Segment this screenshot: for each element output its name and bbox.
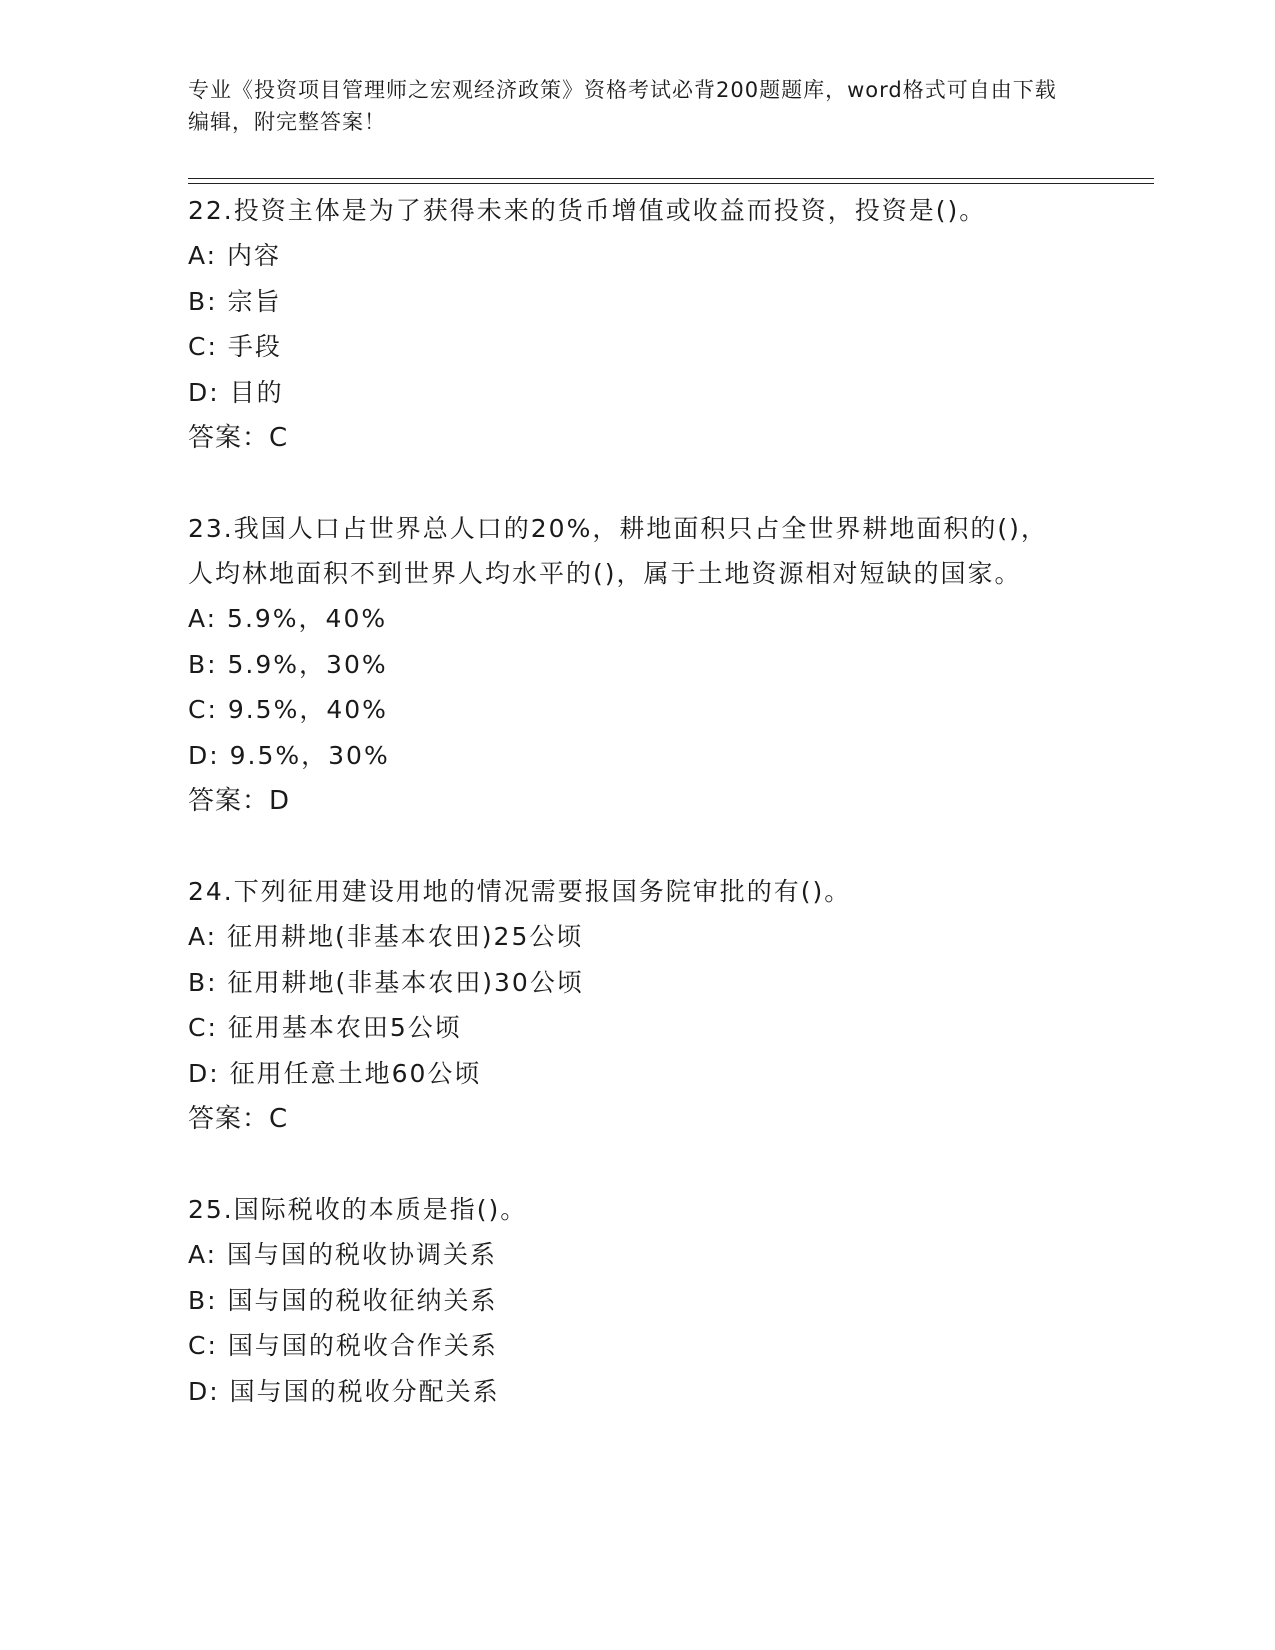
option-a: A: 5.9%，40% bbox=[188, 604, 388, 633]
question-list bbox=[188, 188, 1068, 1414]
option-a: A: 国与国的税收协调关系 bbox=[188, 1240, 498, 1269]
answer-line: 答案：C bbox=[188, 423, 289, 453]
option-b: B: 5.9%，30% bbox=[188, 649, 388, 679]
question-24 bbox=[188, 869, 1068, 1142]
question-stem: 22.投资主体是为了获得未来的货币增值或收益而投资，投资是()。 bbox=[188, 196, 987, 225]
option-d: D: 9.5%，30% bbox=[188, 740, 390, 770]
option-a: A: 内容 bbox=[188, 241, 282, 270]
question-stem: 25.国际税收的本质是指()。 bbox=[188, 1195, 528, 1224]
question-22 bbox=[188, 188, 1068, 461]
question-stem: 23.我国人口占世界总人口的20%，耕地面积只占全世界耕地面积的()，人均林地面积不到世界人均水平的()，属于土地资源相对短缺的国家。 bbox=[188, 514, 1048, 588]
header-divider-top bbox=[188, 178, 1154, 179]
question-spacer bbox=[188, 461, 1068, 506]
document-header: 专业《投资项目管理师之宏观经济政策》资格考试必背200题题库，word格式可自由下载编辑，附完整答案！ bbox=[188, 78, 1057, 134]
option-b: B: 国与国的税收征纳关系 bbox=[188, 1285, 498, 1315]
option-b: B: 征用耕地(非基本农田)30公顷 bbox=[188, 967, 584, 997]
answer-line: 答案：C bbox=[188, 1104, 289, 1134]
option-d: D: 国与国的税收分配关系 bbox=[188, 1376, 500, 1406]
option-a: A: 征用耕地(非基本农田)25公顷 bbox=[188, 922, 584, 951]
option-c: C: 9.5%，40% bbox=[188, 695, 388, 724]
option-b: B: 宗旨 bbox=[188, 286, 282, 316]
question-spacer bbox=[188, 824, 1068, 869]
option-c: C: 征用基本农田5公顷 bbox=[188, 1013, 462, 1042]
header-divider-bottom bbox=[188, 183, 1154, 184]
question-spacer bbox=[188, 1142, 1068, 1187]
answer-line: 答案：D bbox=[188, 786, 291, 816]
question-stem: 24.下列征用建设用地的情况需要报国务院审批的有()。 bbox=[188, 877, 852, 906]
option-d: D: 征用任意土地60公顷 bbox=[188, 1058, 482, 1088]
option-c: C: 手段 bbox=[188, 332, 282, 361]
option-c: C: 国与国的税收合作关系 bbox=[188, 1331, 498, 1360]
question-23 bbox=[188, 506, 1068, 824]
question-25 bbox=[188, 1187, 1068, 1414]
option-d: D: 目的 bbox=[188, 377, 284, 407]
